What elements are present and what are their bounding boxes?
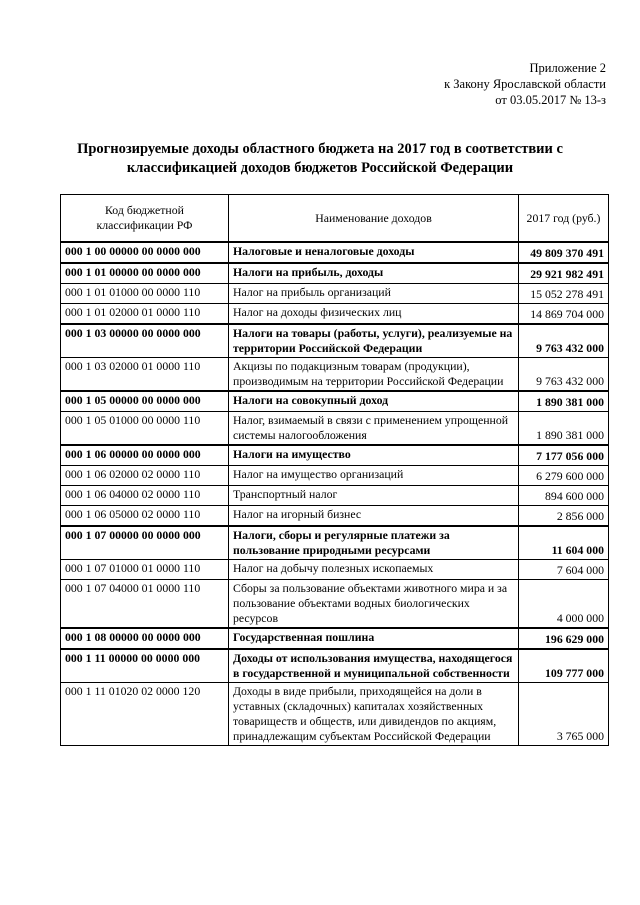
table-row bbox=[61, 304, 609, 325]
row-name: Налог на доходы физических лиц bbox=[229, 304, 519, 325]
row-amount: 3 765 000 bbox=[519, 683, 609, 746]
table-row bbox=[61, 445, 609, 466]
header-code: Код бюджетной классификации РФ bbox=[61, 195, 229, 243]
annex-law-date: от 03.05.2017 № 13-з bbox=[495, 93, 606, 107]
table-row bbox=[61, 391, 609, 412]
row-code: 000 1 01 02000 01 0000 110 bbox=[61, 304, 229, 325]
row-amount: 109 777 000 bbox=[519, 649, 609, 683]
row-amount: 7 177 056 000 bbox=[519, 445, 609, 466]
row-code: 000 1 00 00000 00 0000 000 bbox=[61, 242, 229, 263]
row-amount: 894 600 000 bbox=[519, 486, 609, 506]
row-name: Налоги, сборы и регулярные платежи за пользование природными ресурсами bbox=[229, 526, 519, 560]
row-name: Налоги на товары (работы, услуги), реализуемые на территории Российской Федерации bbox=[229, 324, 519, 358]
row-code: 000 1 07 00000 00 0000 000 bbox=[61, 526, 229, 560]
row-amount: 1 890 381 000 bbox=[519, 412, 609, 446]
row-name: Налог на прибыль организаций bbox=[229, 284, 519, 304]
row-code: 000 1 06 02000 02 0000 110 bbox=[61, 466, 229, 486]
row-name: Сборы за пользование объектами животного мира и за пользование объектами водных биологических ресурсов bbox=[229, 580, 519, 629]
row-code: 000 1 06 04000 02 0000 110 bbox=[61, 486, 229, 506]
table-row bbox=[61, 284, 609, 304]
row-code: 000 1 08 00000 00 0000 000 bbox=[61, 628, 229, 649]
row-amount: 9 763 432 000 bbox=[519, 358, 609, 392]
table-row bbox=[61, 358, 609, 392]
row-amount: 6 279 600 000 bbox=[519, 466, 609, 486]
row-name: Доходы от использования имущества, находящегося в государственной и муниципальной собственности bbox=[229, 649, 519, 683]
row-amount: 9 763 432 000 bbox=[519, 324, 609, 358]
row-name: Налог на добычу полезных ископаемых bbox=[229, 560, 519, 580]
document-title bbox=[40, 140, 600, 178]
table-row bbox=[61, 628, 609, 649]
row-code: 000 1 07 01000 01 0000 110 bbox=[61, 560, 229, 580]
annex-number: Приложение 2 bbox=[529, 61, 606, 75]
row-amount: 14 869 704 000 bbox=[519, 304, 609, 325]
row-name: Налог на игорный бизнес bbox=[229, 506, 519, 527]
row-code: 000 1 07 04000 01 0000 110 bbox=[61, 580, 229, 629]
table-row bbox=[61, 263, 609, 284]
row-name: Налог на имущество организаций bbox=[229, 466, 519, 486]
table-row bbox=[61, 466, 609, 486]
annex-law-ref: к Закону Ярославской области bbox=[444, 77, 606, 91]
row-amount: 2 856 000 bbox=[519, 506, 609, 527]
row-amount: 4 000 000 bbox=[519, 580, 609, 629]
row-name: Государственная пошлина bbox=[229, 628, 519, 649]
row-code: 000 1 11 00000 00 0000 000 bbox=[61, 649, 229, 683]
row-code: 000 1 06 00000 00 0000 000 bbox=[61, 445, 229, 466]
row-amount: 7 604 000 bbox=[519, 560, 609, 580]
table-row bbox=[61, 412, 609, 446]
row-name: Налоги на совокупный доход bbox=[229, 391, 519, 412]
row-code: 000 1 01 00000 00 0000 000 bbox=[61, 263, 229, 284]
table-row bbox=[61, 560, 609, 580]
row-name: Налоги на имущество bbox=[229, 445, 519, 466]
revenue-table bbox=[60, 194, 609, 746]
table-header-row bbox=[61, 195, 609, 243]
table-row bbox=[61, 526, 609, 560]
row-amount: 11 604 000 bbox=[519, 526, 609, 560]
row-code: 000 1 06 05000 02 0000 110 bbox=[61, 506, 229, 527]
title-line-1: Прогнозируемые доходы областного бюджета на 2017 год в соответствии с bbox=[77, 141, 563, 157]
row-amount: 1 890 381 000 bbox=[519, 391, 609, 412]
row-code: 000 1 05 01000 00 0000 110 bbox=[61, 412, 229, 446]
row-name: Транспортный налог bbox=[229, 486, 519, 506]
table-row bbox=[61, 486, 609, 506]
table-row bbox=[61, 683, 609, 746]
table-row bbox=[61, 242, 609, 263]
title-line-2: классификацией доходов бюджетов Российской Федерации bbox=[126, 160, 514, 176]
row-name: Налоговые и неналоговые доходы bbox=[229, 242, 519, 263]
row-amount: 29 921 982 491 bbox=[519, 263, 609, 284]
row-code: 000 1 03 02000 01 0000 110 bbox=[61, 358, 229, 392]
row-amount: 15 052 278 491 bbox=[519, 284, 609, 304]
row-amount: 196 629 000 bbox=[519, 628, 609, 649]
table-row bbox=[61, 324, 609, 358]
header-amount: 2017 год (руб.) bbox=[519, 195, 609, 243]
row-amount: 49 809 370 491 bbox=[519, 242, 609, 263]
row-name: Доходы в виде прибыли, приходящейся на доли в уставных (складочных) капиталах хозяйственных товариществ и обществ, или дивидендов по акциям, принадлежащим субъектам Российской Федерации bbox=[229, 683, 519, 746]
table-row bbox=[61, 580, 609, 629]
row-code: 000 1 03 00000 00 0000 000 bbox=[61, 324, 229, 358]
annex-header bbox=[444, 60, 606, 108]
table-row bbox=[61, 506, 609, 527]
row-name: Налог, взимаемый в связи с применением упрощенной системы налогообложения bbox=[229, 412, 519, 446]
table-row bbox=[61, 649, 609, 683]
row-name: Акцизы по подакцизным товарам (продукции), производимым на территории Российской Федерации bbox=[229, 358, 519, 392]
row-code: 000 1 11 01020 02 0000 120 bbox=[61, 683, 229, 746]
header-name: Наименование доходов bbox=[229, 195, 519, 243]
row-code: 000 1 01 01000 00 0000 110 bbox=[61, 284, 229, 304]
row-name: Налоги на прибыль, доходы bbox=[229, 263, 519, 284]
row-code: 000 1 05 00000 00 0000 000 bbox=[61, 391, 229, 412]
